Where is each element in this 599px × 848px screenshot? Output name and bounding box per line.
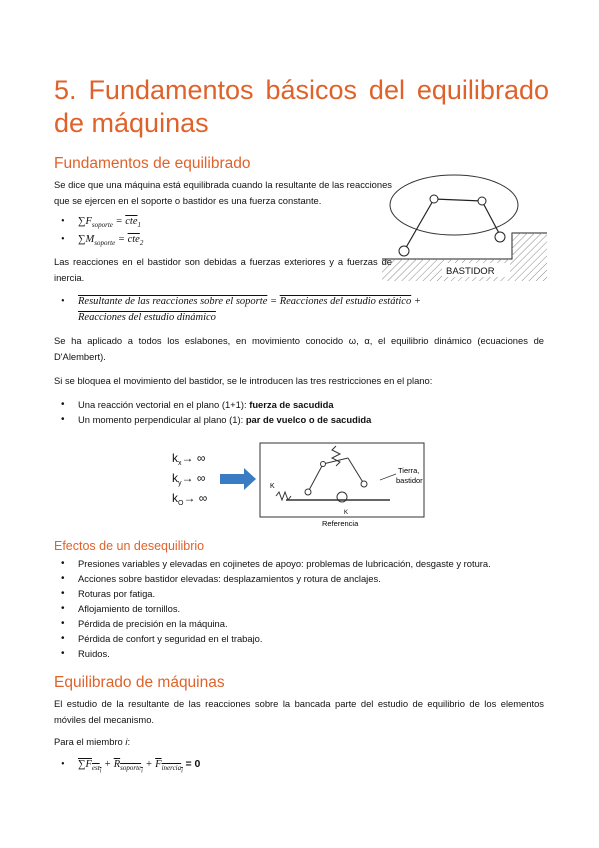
tierra-label: Tierra, — [398, 466, 420, 475]
paragraph-definition: Se dice que una máquina está equilibrada cuando la resultante de las reacciones que se ejercen en el soporte o bastidor es una fuerza constante. — [54, 179, 392, 206]
bullet-par-vuelco: • Un momento perpendicular al plano (1): par de vuelco o de sacudida — [78, 412, 371, 427]
paragraph-reacciones: Las reacciones en el bastidor son debidas a fuerzas exteriores y a fuerzas de inercia. — [54, 256, 392, 283]
referencia-label: Referencia — [322, 519, 359, 528]
bastidor-label-2: bastidor — [396, 476, 423, 485]
list-item: • Aflojamiento de tornillos. — [78, 601, 180, 616]
arrow-right-icon — [220, 468, 256, 490]
paragraph-estudio: El estudio de la resultante de las reacciones sobre la bancada parte del estudio de equilibrio de los elementos móviles del mecanismo. — [54, 698, 544, 725]
paragraph-miembro: Para el miembro i: — [54, 736, 131, 747]
list-item: • Roturas por fatiga. — [78, 586, 155, 601]
list-item: • Pérdida de confort y seguridad en el trabajo. — [78, 631, 263, 646]
ky-label: $k_y\to$ ∞ — [172, 471, 206, 487]
section-heading-equilibrado: Equilibrado de máquinas — [54, 674, 225, 691]
equation-resultante: • Resultante de las reacciones sobre el soporte = Reacciones del estudio estático + Reacciones del estudio dinámico — [78, 294, 538, 326]
bullet-fuerza-sacudida: • Una reacción vectorial en el plano (1+1): fuerza de sacudida — [78, 397, 334, 412]
list-item: • Pérdida de precisión en la máquina. — [78, 616, 228, 631]
bastidor-label: BASTIDOR — [446, 266, 495, 277]
equation-sum-moments: • $\sum M_{soporte} = \overline{cte}_2$ — [78, 232, 143, 251]
equation-sum-forces: • $\sum F_{soporte} = \overline{cte}_1$ — [78, 214, 141, 233]
paragraph-dalembert: Se ha aplicado a todos los eslabones, en movimiento conocido ω, α, el equilibrio dinámico (ecuaciones de D'Alembert). — [54, 335, 544, 362]
paragraph-restricciones: Si se bloquea el movimiento del bastidor, se le introducen las tres restricciones en el plano: — [54, 375, 433, 386]
page-title: 5. Fundamentos básicos del equilibrado de máquinas — [54, 75, 549, 138]
list-item: • Presiones variables y elevadas en cojinetes de apoyo: problemas de lubricación, desgaste y rotura. — [78, 556, 491, 571]
k-label: K — [270, 483, 275, 490]
kt-label: K — [344, 510, 349, 516]
section-heading-fundamentos: Fundamentos de equilibrado — [54, 155, 251, 172]
section-heading-efectos: Efectos de un desequilibrio — [54, 539, 205, 553]
motion-envelope — [390, 175, 518, 235]
kx-label: $k_x\to$ ∞ — [172, 451, 206, 467]
list-item: • Acciones sobre bastidor elevadas: desplazamientos y rotura de anclajes. — [78, 571, 381, 586]
equation-miembro-i: • $\sum F_{est_i} + R_{soporte_i} + F_{inercia_i} = 0$ — [78, 757, 200, 779]
ko-label: $k_O\to$ ∞ — [172, 491, 208, 507]
list-item: • Ruidos. — [78, 646, 110, 661]
figure-restricciones — [168, 440, 430, 528]
figure-mechanism-bastidor — [382, 173, 547, 283]
linkage — [399, 195, 505, 256]
